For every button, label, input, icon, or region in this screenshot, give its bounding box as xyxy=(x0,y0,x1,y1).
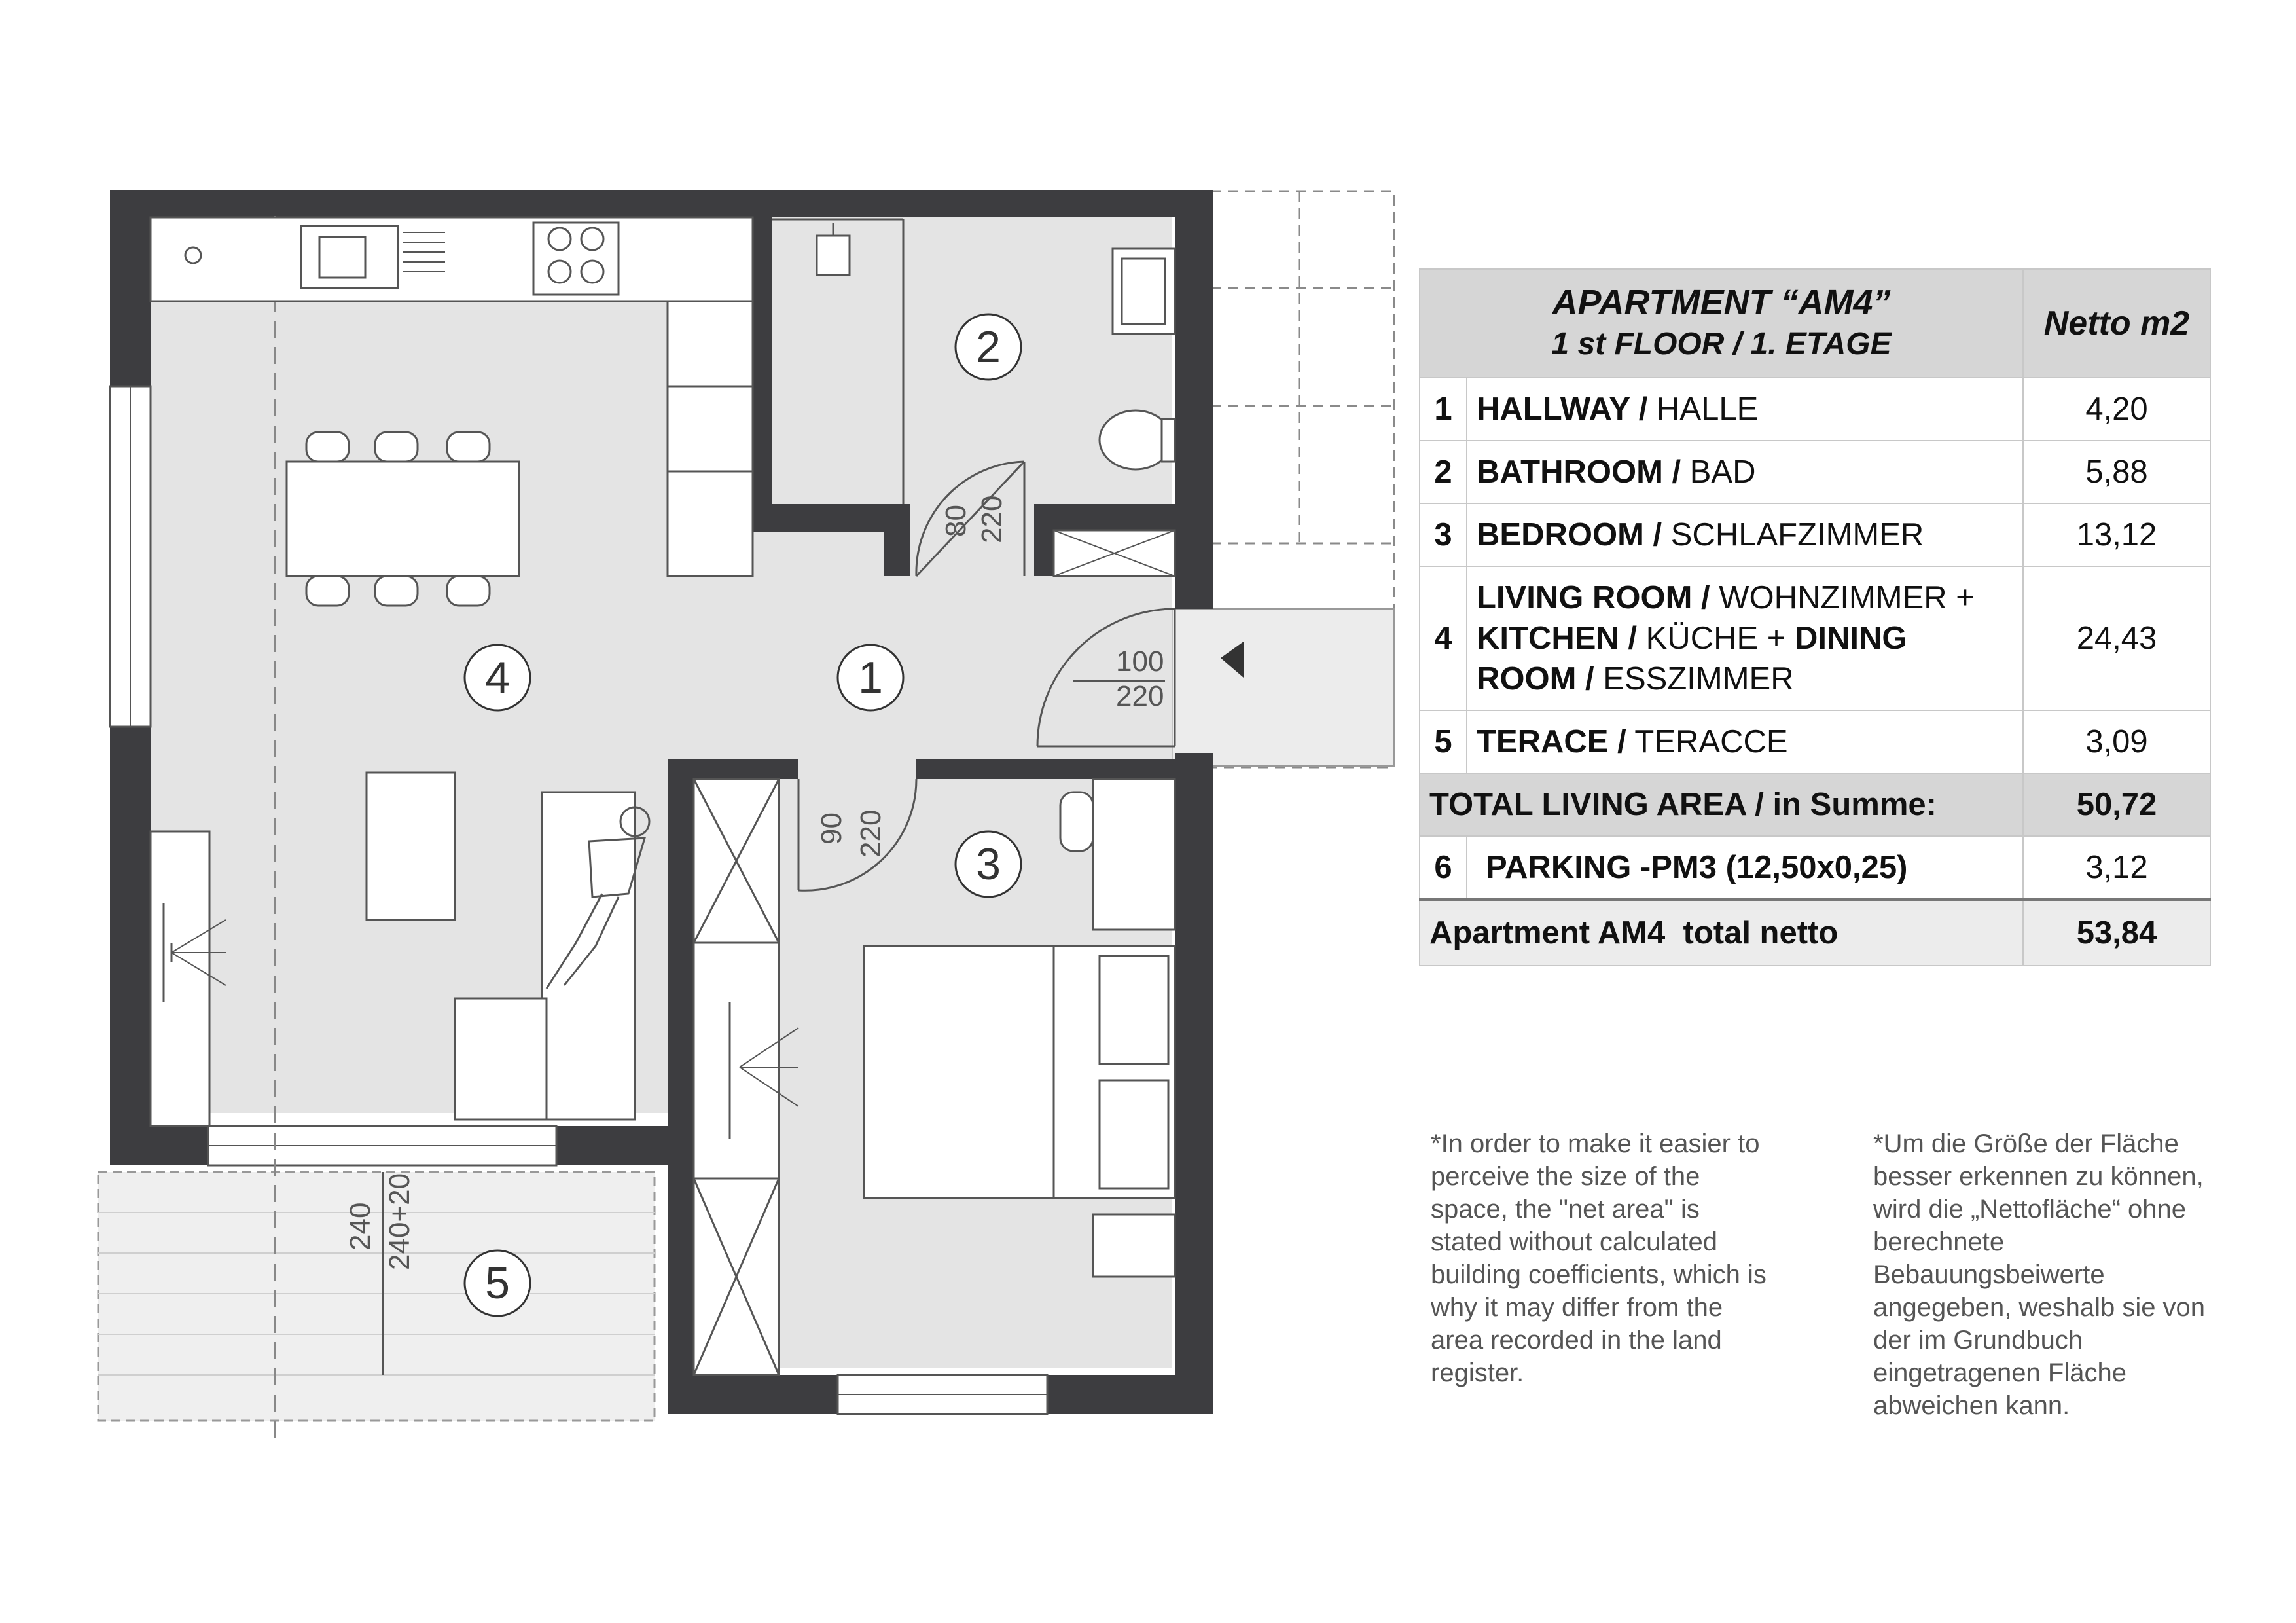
table-header-row xyxy=(1420,269,2210,378)
dim-bath-door-height: 220 xyxy=(976,495,1008,543)
dim-bed-door-height: 220 xyxy=(855,809,887,858)
row-value: 24,43 xyxy=(2023,566,2210,710)
table-row xyxy=(1420,441,2210,503)
room-marker-2: 2 xyxy=(976,322,1001,372)
sum-value: 50,72 xyxy=(2023,773,2210,836)
parking-row xyxy=(1420,836,2210,900)
parking-value: 3,12 xyxy=(2023,836,2210,900)
note-english: *In order to make it easier to perceive the size of the space, the "net area" is stated without calculated building coefficients, which is why it may differ from the area recorded in the land register. xyxy=(1431,1129,1767,1387)
table-row xyxy=(1420,710,2210,773)
table-row xyxy=(1420,503,2210,566)
dim-terrace-width: 240 xyxy=(344,1202,376,1250)
row-number: 3 xyxy=(1420,503,1467,566)
row-value: 5,88 xyxy=(2023,441,2210,503)
apartment-title: APARTMENT “AM4” xyxy=(1552,283,1891,322)
row-value: 3,09 xyxy=(2023,710,2210,773)
terrace-room-5 xyxy=(98,1172,655,1421)
row-name: LIVING ROOM / WOHNZIMMER + KITCHEN / KÜCHE + DINING ROOM / ESSZIMMER xyxy=(1467,566,2023,710)
sum-label: TOTAL LIVING AREA / in Summe: xyxy=(1420,773,2023,836)
row-name: BATHROOM / BAD xyxy=(1467,441,2023,503)
dim-entry-door-width: 100 xyxy=(1116,646,1164,678)
row-number: 1 xyxy=(1420,378,1467,441)
floor-subtitle: 1 st FLOOR / 1. ETAGE xyxy=(1551,327,1892,361)
room-marker-3: 3 xyxy=(976,839,1001,889)
row-name: TERACE / TERACCE xyxy=(1467,710,2023,773)
dining-table xyxy=(287,432,519,606)
table-title-cell xyxy=(1420,269,2023,378)
parking-label: PARKING -PM3 (12,50x0,25) xyxy=(1467,836,2023,900)
dim-terrace-height: 240+20 xyxy=(384,1173,416,1270)
room-marker-5: 5 xyxy=(485,1258,510,1308)
note-german: *Um die Größe der Fläche besser erkennen zu können, wird die „Nettofläche“ ohne berechnete Bebauungsbeiwerte angegeben, weshalb sie von der im Grundbuch eingetragenen Fläche abweichen kann. xyxy=(1873,1129,2206,1420)
entry-landing xyxy=(1172,609,1394,766)
parking-number: 6 xyxy=(1420,836,1467,900)
dim-bath-door-width: 80 xyxy=(940,505,972,537)
row-number: 4 xyxy=(1420,566,1467,710)
room-marker-1: 1 xyxy=(858,653,883,702)
dim-bed-door-width: 90 xyxy=(816,812,848,845)
netto-header: Netto m2 xyxy=(2023,269,2210,378)
total-value: 53,84 xyxy=(2023,900,2210,966)
dim-entry-door-height: 220 xyxy=(1116,680,1164,712)
row-name: BEDROOM / SCHLAFZIMMER xyxy=(1467,503,2023,566)
table-row xyxy=(1420,566,2210,710)
total-label: Apartment AM4 total netto xyxy=(1420,900,2023,966)
row-name: HALLWAY / HALLE xyxy=(1467,378,2023,441)
row-number: 2 xyxy=(1420,441,1467,503)
sum-row xyxy=(1420,773,2210,836)
row-value: 13,12 xyxy=(2023,503,2210,566)
row-number: 5 xyxy=(1420,710,1467,773)
total-row xyxy=(1420,900,2210,966)
table-row xyxy=(1420,378,2210,441)
wardrobe xyxy=(694,779,779,1375)
area-table xyxy=(1419,268,2211,966)
row-value: 4,20 xyxy=(2023,378,2210,441)
room-marker-4: 4 xyxy=(485,653,510,702)
